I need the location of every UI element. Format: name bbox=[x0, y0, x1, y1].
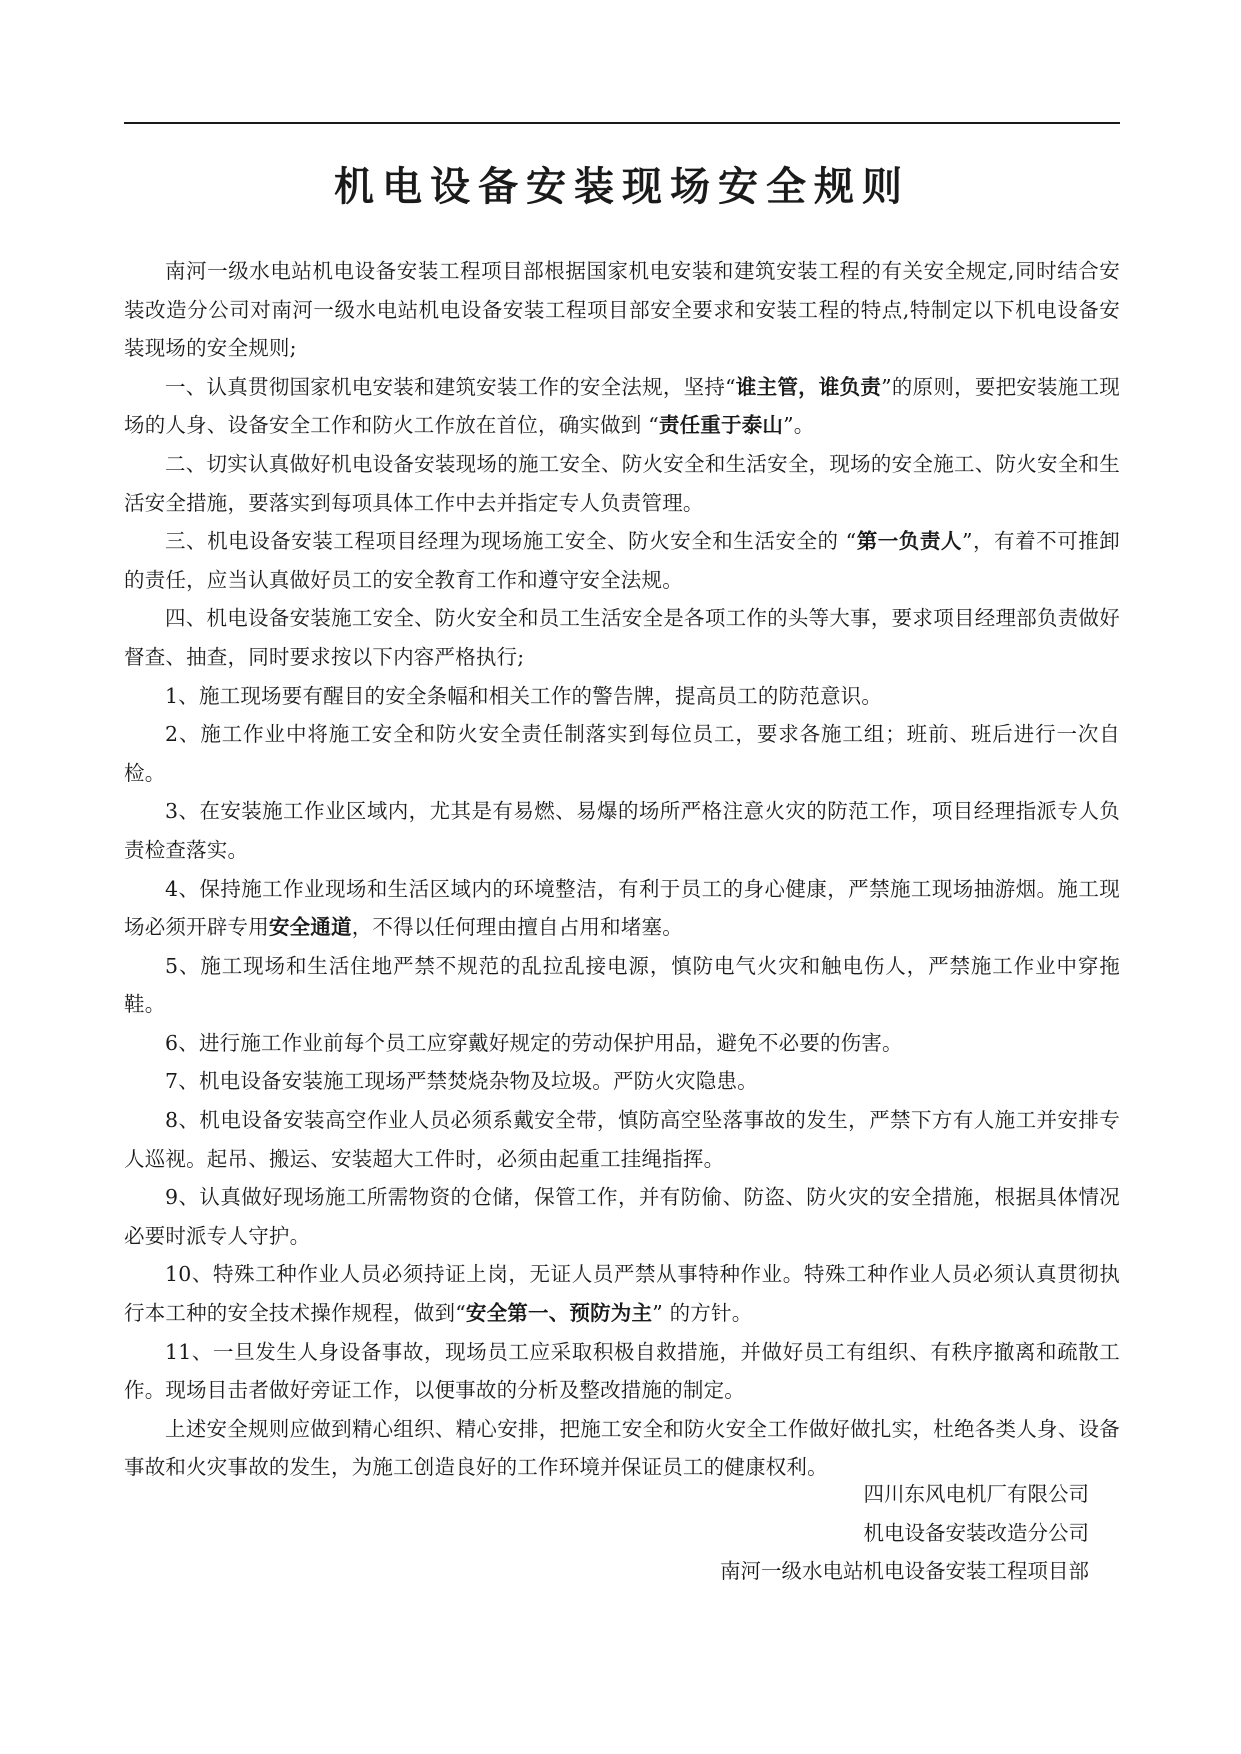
item-7-paragraph: 7、机电设备安装施工现场严禁焚烧杂物及垃圾。严防火灾隐患。 bbox=[165, 1069, 758, 1094]
document-title: 机电设备安装现场安全规则 bbox=[334, 164, 910, 210]
item-4-text: 4、保持施工作业现场和生活区域内的环境整洁，有利于员工的身心健康，严禁施工现场抽游烟。施工现场必须开辟专用 bbox=[124, 876, 1120, 940]
item-9-paragraph: 9、认真做好现场施工所需物资的仓储，保管工作，并有防偷、防盗、防火灾的安全措施，根据具体情况必要时派专人守护。 bbox=[124, 1185, 1120, 1248]
signature-department: 南河一级水电站机电设备安装工程项目部 bbox=[720, 1559, 1089, 1584]
rule-4-paragraph: 四、机电设备安装施工安全、防火安全和员工生活安全是各项工作的头等大事，要求项目经理部负责做好督查、抽查，同时要求按以下内容严格执行; bbox=[124, 606, 1120, 669]
rule-3-text-end: ”，有着不可推卸的责任，应当认真做好员工的安全教育工作和遵守安全法规。 bbox=[124, 529, 1121, 592]
item-4-paragraph bbox=[124, 870, 1120, 947]
intro-paragraph: 南河一级水电站机电设备安装工程项目部根据国家机电安装和建筑安装工程的有关安全规定,同时结合安装改造分公司对南河一级水电站机电设备安装工程项目部安全要求和安装工程的特点,特制定以下机电设备安装现场的安全规则; bbox=[124, 259, 1120, 361]
item-10-text: 10、特殊工种作业人员必须持证上岗，无证人员严禁从事特种作业。特殊工种作业人员必须认真贯彻执行本工种的安全技术操作规程，做到“ bbox=[124, 1262, 1120, 1326]
item-10-emphasis: 安全第一、预防为主 bbox=[465, 1301, 653, 1326]
rule-3-emphasis: 第一负责人 bbox=[856, 529, 962, 554]
header-rule bbox=[124, 122, 1120, 124]
rule-1-text-end: ”。 bbox=[783, 413, 815, 438]
item-11-paragraph: 11、一旦发生人身设备事故，现场员工应采取积极自救措施，并做好员工有组织、有秩序撤离和疏散工作。现场目击者做好旁证工作，以便事故的分析及整改措施的制定。 bbox=[124, 1339, 1120, 1403]
document-body bbox=[124, 252, 1120, 1487]
rule-3-text: 三、机电设备安装工程项目经理为现场施工安全、防火安全和生活安全的 “ bbox=[165, 529, 857, 554]
item-4-text-end: ，不得以任何理由擅自占用和堵塞。 bbox=[351, 915, 683, 940]
rule-1-paragraph bbox=[124, 368, 1120, 445]
item-10-paragraph bbox=[124, 1255, 1120, 1332]
rule-2-paragraph: 二、切实认真做好机电设备安装现场的施工安全、防火安全和生活安全，现场的安全施工、防火安全和生活安全措施，要落实到每项具体工作中去并指定专人负责管理。 bbox=[124, 451, 1120, 515]
rule-1-text-mid: ”的原则，要把安装施工现场的人身、设备安全工作和防火工作放在首位，确实做到 “ bbox=[124, 374, 1120, 438]
rule-3-paragraph bbox=[124, 522, 1120, 599]
item-3-paragraph: 3、在安装施工作业区域内，尤其是有易燃、易爆的场所严格注意火灾的防范工作，项目经理指派专人负责检查落实。 bbox=[124, 799, 1120, 862]
item-5-paragraph: 5、施工现场和生活住地严禁不规范的乱拉乱接电源，慎防电气火灾和触电伤人，严禁施工作业中穿拖鞋。 bbox=[124, 953, 1120, 1017]
signature-branch: 机电设备安装改造分公司 bbox=[863, 1520, 1089, 1545]
rule-1-emphasis-2: 责任重于泰山 bbox=[658, 413, 784, 438]
item-6-paragraph: 6、进行施工作业前每个员工应穿戴好规定的劳动保护用品，避免不必要的伤害。 bbox=[165, 1030, 903, 1055]
item-2-paragraph: 2、施工作业中将施工安全和防火安全责任制落实到每位员工，要求各施工组；班前、班后进行一次自检。 bbox=[124, 722, 1120, 785]
item-8-paragraph: 8、机电设备安装高空作业人员必须系戴安全带，慎防高空坠落事故的发生，严禁下方有人施工并安排专人巡视。起吊、搬运、安装超大工件时，必须由起重工挂绳指挥。 bbox=[124, 1108, 1120, 1171]
signature-company: 四川东风电机厂有限公司 bbox=[863, 1482, 1089, 1506]
signature-block bbox=[720, 1475, 1089, 1591]
item-10-text-end: ” 的方针。 bbox=[652, 1301, 753, 1326]
rule-1-emphasis-1: 谁主管，谁负责 bbox=[735, 374, 882, 399]
item-1-paragraph: 1、施工现场要有醒目的安全条幅和相关工作的警告牌，提高员工的防范意识。 bbox=[165, 683, 883, 708]
rule-1-text: 一、认真贯彻国家机电安装和建筑安装工作的安全法规，坚持“ bbox=[165, 374, 736, 399]
item-4-emphasis: 安全通道 bbox=[268, 915, 352, 940]
closing-paragraph: 上述安全规则应做到精心组织、精心安排，把施工安全和防火安全工作做好做扎实，杜绝各类人身、设备事故和火灾事故的发生，为施工创造良好的工作环境并保证员工的健康权利。 bbox=[124, 1416, 1120, 1480]
